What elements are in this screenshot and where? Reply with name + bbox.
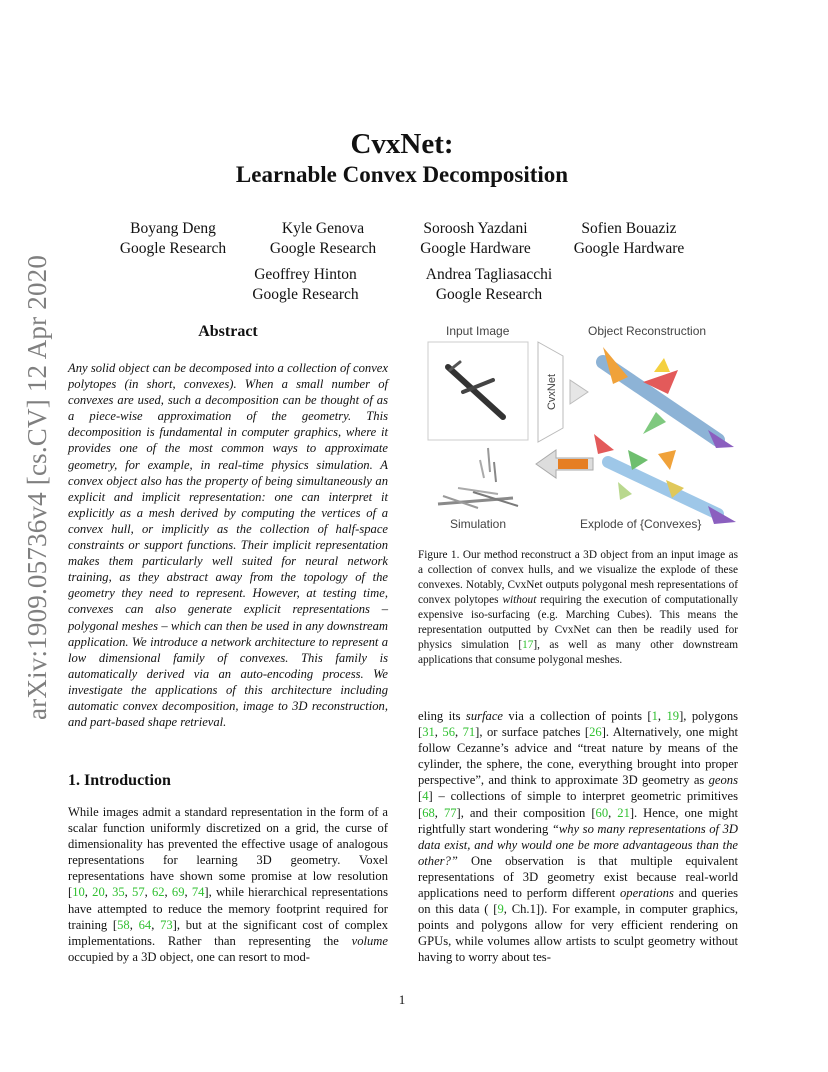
figure-label-input: Input Image xyxy=(446,324,510,338)
author-block xyxy=(408,219,543,259)
author-name: Geoffrey Hinton xyxy=(254,266,357,283)
citation-link[interactable]: 62 xyxy=(151,885,165,900)
author-block xyxy=(238,265,373,305)
citation-link[interactable]: 31 xyxy=(422,725,435,740)
caption-text: Figure 1. Our method reconstruct a 3D object from an input image as a collection of convex hulls, and we visualize the explode of these convexes. Notably, CvxNet outputs polygonal mesh representations of convex polytopes xyxy=(418,549,738,606)
author-name: Sofien Bouaziz xyxy=(581,220,677,237)
body-text: ]. Alternatively, one might follow Cezanne’s advice and “treat nature by means of the cylinder, the sphere, the cone, everything brought into proper perspective”, and think to approximate 3D geometry as xyxy=(418,725,739,788)
author-affiliation: Google Research xyxy=(435,286,543,303)
author-block xyxy=(108,219,238,259)
body-text: ], but at the significant cost of complex implementations. Rather than representing the xyxy=(68,917,389,948)
body-text: occupied by a 3D object, one can resort to mod- xyxy=(68,949,310,964)
emphasis-text: “why so many representations of 3D data exist, and why would one be more advantageous than the other?” xyxy=(418,821,738,868)
abstract-text: Any solid object can be decomposed into a collection of convex polytopes (in short, convexes). When a small number of convexes are used, such a decomposition can be thought of as a piece-wise approximation of the geometry. This decomposition is fundamental in computer graphics, where it provides one of the most common ways to approximate geometry, for example, in real-time physics simulation. A convex object also has the property of being simultaneously an explicit and implicit representation: one can interpret it explicitly as a mesh derived by computing the vertices of a convex hull, or implicitly as the collection of half-space constraints or support functions. Their implicit representation makes them particularly well suited for neural network training, as they abstract away from the topology of the geometry they need to represent. However, at testing time, convexes can also generate explicit representations – polygonal meshes – which can then be used in any downstream application. We introduce a network architecture to represent a low dimensional family of convexes. This family is automatically derived via an auto-encoding process. We investigate the applications of this architecture including automatic convex decomposition, image to 3D reconstruction, and part-based shape retrieval. xyxy=(68,361,388,730)
author-affiliation: Google Hardware xyxy=(573,240,685,257)
author-affiliation: Google Research xyxy=(119,240,227,257)
author-name: Soroosh Yazdani xyxy=(423,220,528,237)
citation-link[interactable]: 10 xyxy=(72,885,85,900)
author-block xyxy=(408,265,570,305)
author-block xyxy=(560,219,698,259)
body-text: via a collection of points [ xyxy=(503,709,652,723)
body-text: While images admit a standard representation in the form of a scalar function uniformly discretized on a grid, the curse of dimensionality has prevented the effective usage of analogous representations for learning 3D geometry. Voxel representations have shown some promise at low resolution [ xyxy=(68,805,388,900)
body-text: ] – collections of simple to interpret geometric primitives [ xyxy=(418,789,738,820)
citation-link[interactable]: 35 xyxy=(112,885,125,900)
author-affiliation: Google Research xyxy=(252,286,359,303)
emphasis-text: volume xyxy=(351,933,388,948)
figure-1 xyxy=(418,322,740,534)
paper-subtitle: Learnable Convex Decomposition xyxy=(235,162,569,187)
caption-emphasis: without xyxy=(502,594,537,606)
figure-caption xyxy=(418,548,738,668)
body-text: ], and their composition [ xyxy=(456,805,596,820)
citation-link[interactable]: 68 xyxy=(422,805,435,820)
author-name: Boyang Deng xyxy=(130,220,216,237)
arrow-right-icon xyxy=(570,380,588,404)
intro-paragraph-continued: eling its surface via a collection of points [1, 19], polygons [31, 56, 71], or surface patches [26]. Alternatively, one might follow Cezanne’s advice and “treat nature by means of the cylinder, the sphere, the cone, everything brought into proper perspective”, and think to approximate 3D geometry as geons [4] – collections of simple to interpret geometric primitives [68, 77], and their composition [60, 21]. Hence, one might rightfully start wondering “why so many representations of 3D data exist, and why would one be more advantageous than the other?” One observation is that multiple equivalent representations of 3D geometry exist because real-world applications need to perform different operations and queries on this data ( [9, Ch.1]). For example, in computer graphics, points and polygons allow for very efficient rendering on GPUs, while volumes allow artists to sculpt geometry without having to worry about tes- xyxy=(418,709,739,965)
figure-label-explode: Explode of {Convexes} xyxy=(580,517,702,531)
explode-airplane-icon xyxy=(594,434,736,524)
citation-link[interactable]: 64 xyxy=(138,917,152,932)
author-name: Kyle Genova xyxy=(281,220,365,237)
emphasis-text: operations xyxy=(620,886,674,901)
citation-link[interactable]: 4 xyxy=(422,789,429,804)
body-text: ], polygons [ xyxy=(418,709,739,740)
citation-link[interactable]: 60 xyxy=(595,805,609,820)
author-affiliation: Google Hardware xyxy=(420,240,531,257)
citation-link[interactable]: 77 xyxy=(443,805,457,820)
author-name: Andrea Tagliasacchi xyxy=(425,266,553,283)
citation-link[interactable]: 26 xyxy=(589,725,602,740)
simulation-debris-icon xyxy=(438,448,518,508)
figure-label-network: CvxNet xyxy=(546,373,559,411)
caption-text: ], as well as many other downstream applications that consume polygonal meshes. xyxy=(418,639,738,666)
body-text: ], while hierarchical representations have attempted to reduce the memory footprint required for training [ xyxy=(68,885,388,932)
intro-paragraph: While images admit a standard representation in the form of a scalar function uniformly discretized on a grid, the curse of dimensionality has prevented the effective usage of analogous representations for learning 3D geometry. Voxel representations have shown some promise at low resolution [10, 20, 35, 57, 62, 69, 74], while hierarchical representations have attempted to reduce the memory footprint required for training [58, 64, 73], but at the significant cost of complex implementations. Rather than representing the volume occupied by a 3D object, one can resort to mod- xyxy=(68,805,389,964)
citation-link[interactable]: 73 xyxy=(160,917,173,932)
arxiv-stamp: arXiv:1909.05736v4 [cs.CV] 12 Apr 2020 xyxy=(22,254,52,720)
citation-link[interactable]: 57 xyxy=(132,885,145,900)
author-block xyxy=(258,219,388,259)
body-text: eling its xyxy=(418,709,466,723)
emphasis-text: surface xyxy=(465,709,503,723)
left-arrow-icon xyxy=(536,450,593,478)
citation-link[interactable]: 71 xyxy=(462,725,476,740)
body-text: ], or surface patches [ xyxy=(475,725,590,740)
figure-label-simulation: Simulation xyxy=(450,517,507,531)
body-text: One observation is that multiple equivalent representations of 3D geometry exist because real-world applications need to perform different xyxy=(418,853,738,901)
body-text: ]. Hence, one might rightfully start wondering xyxy=(418,805,739,836)
page-number: 1 xyxy=(398,992,406,1007)
citation-link[interactable]: 17 xyxy=(522,639,534,651)
citation-link[interactable]: 19 xyxy=(666,709,680,723)
citation-link[interactable]: 1 xyxy=(651,709,658,723)
author-affiliation: Google Research xyxy=(269,240,377,257)
body-text: [ xyxy=(418,789,423,804)
caption-text: requiring the execution of computationally expensive iso-surfacing (e.g. Marching Cubes). This means the representation outputted by CvxNet can then be readily used for physics simulation [ xyxy=(418,594,738,651)
body-text: and queries on this data ( [ xyxy=(418,886,738,917)
figure-label-reconstruction: Object Reconstruction xyxy=(588,324,707,338)
reconstruction-airplane-icon xyxy=(603,347,734,448)
body-text: , Ch.1]). For example, in computer graphics, points and polygons allow for very efficient rendering on GPUs, while volumes allow artists to sculpt geometry without having to worry about tes- xyxy=(418,902,738,965)
abstract-heading: Abstract xyxy=(198,323,258,340)
citation-link[interactable]: 56 xyxy=(442,725,455,740)
citation-link[interactable]: 74 xyxy=(191,885,205,900)
emphasis-text: geons xyxy=(708,773,738,788)
paper-title: CvxNet: xyxy=(350,128,454,160)
section-heading-introduction: 1. Introduction xyxy=(68,772,171,789)
citation-link[interactable]: 9 xyxy=(497,902,504,917)
citation-link[interactable]: 58 xyxy=(117,917,130,932)
citation-link[interactable]: 20 xyxy=(92,885,105,900)
citation-link[interactable]: 69 xyxy=(171,885,185,900)
figure-illustration xyxy=(418,322,740,534)
citation-link[interactable]: 21 xyxy=(617,805,630,820)
